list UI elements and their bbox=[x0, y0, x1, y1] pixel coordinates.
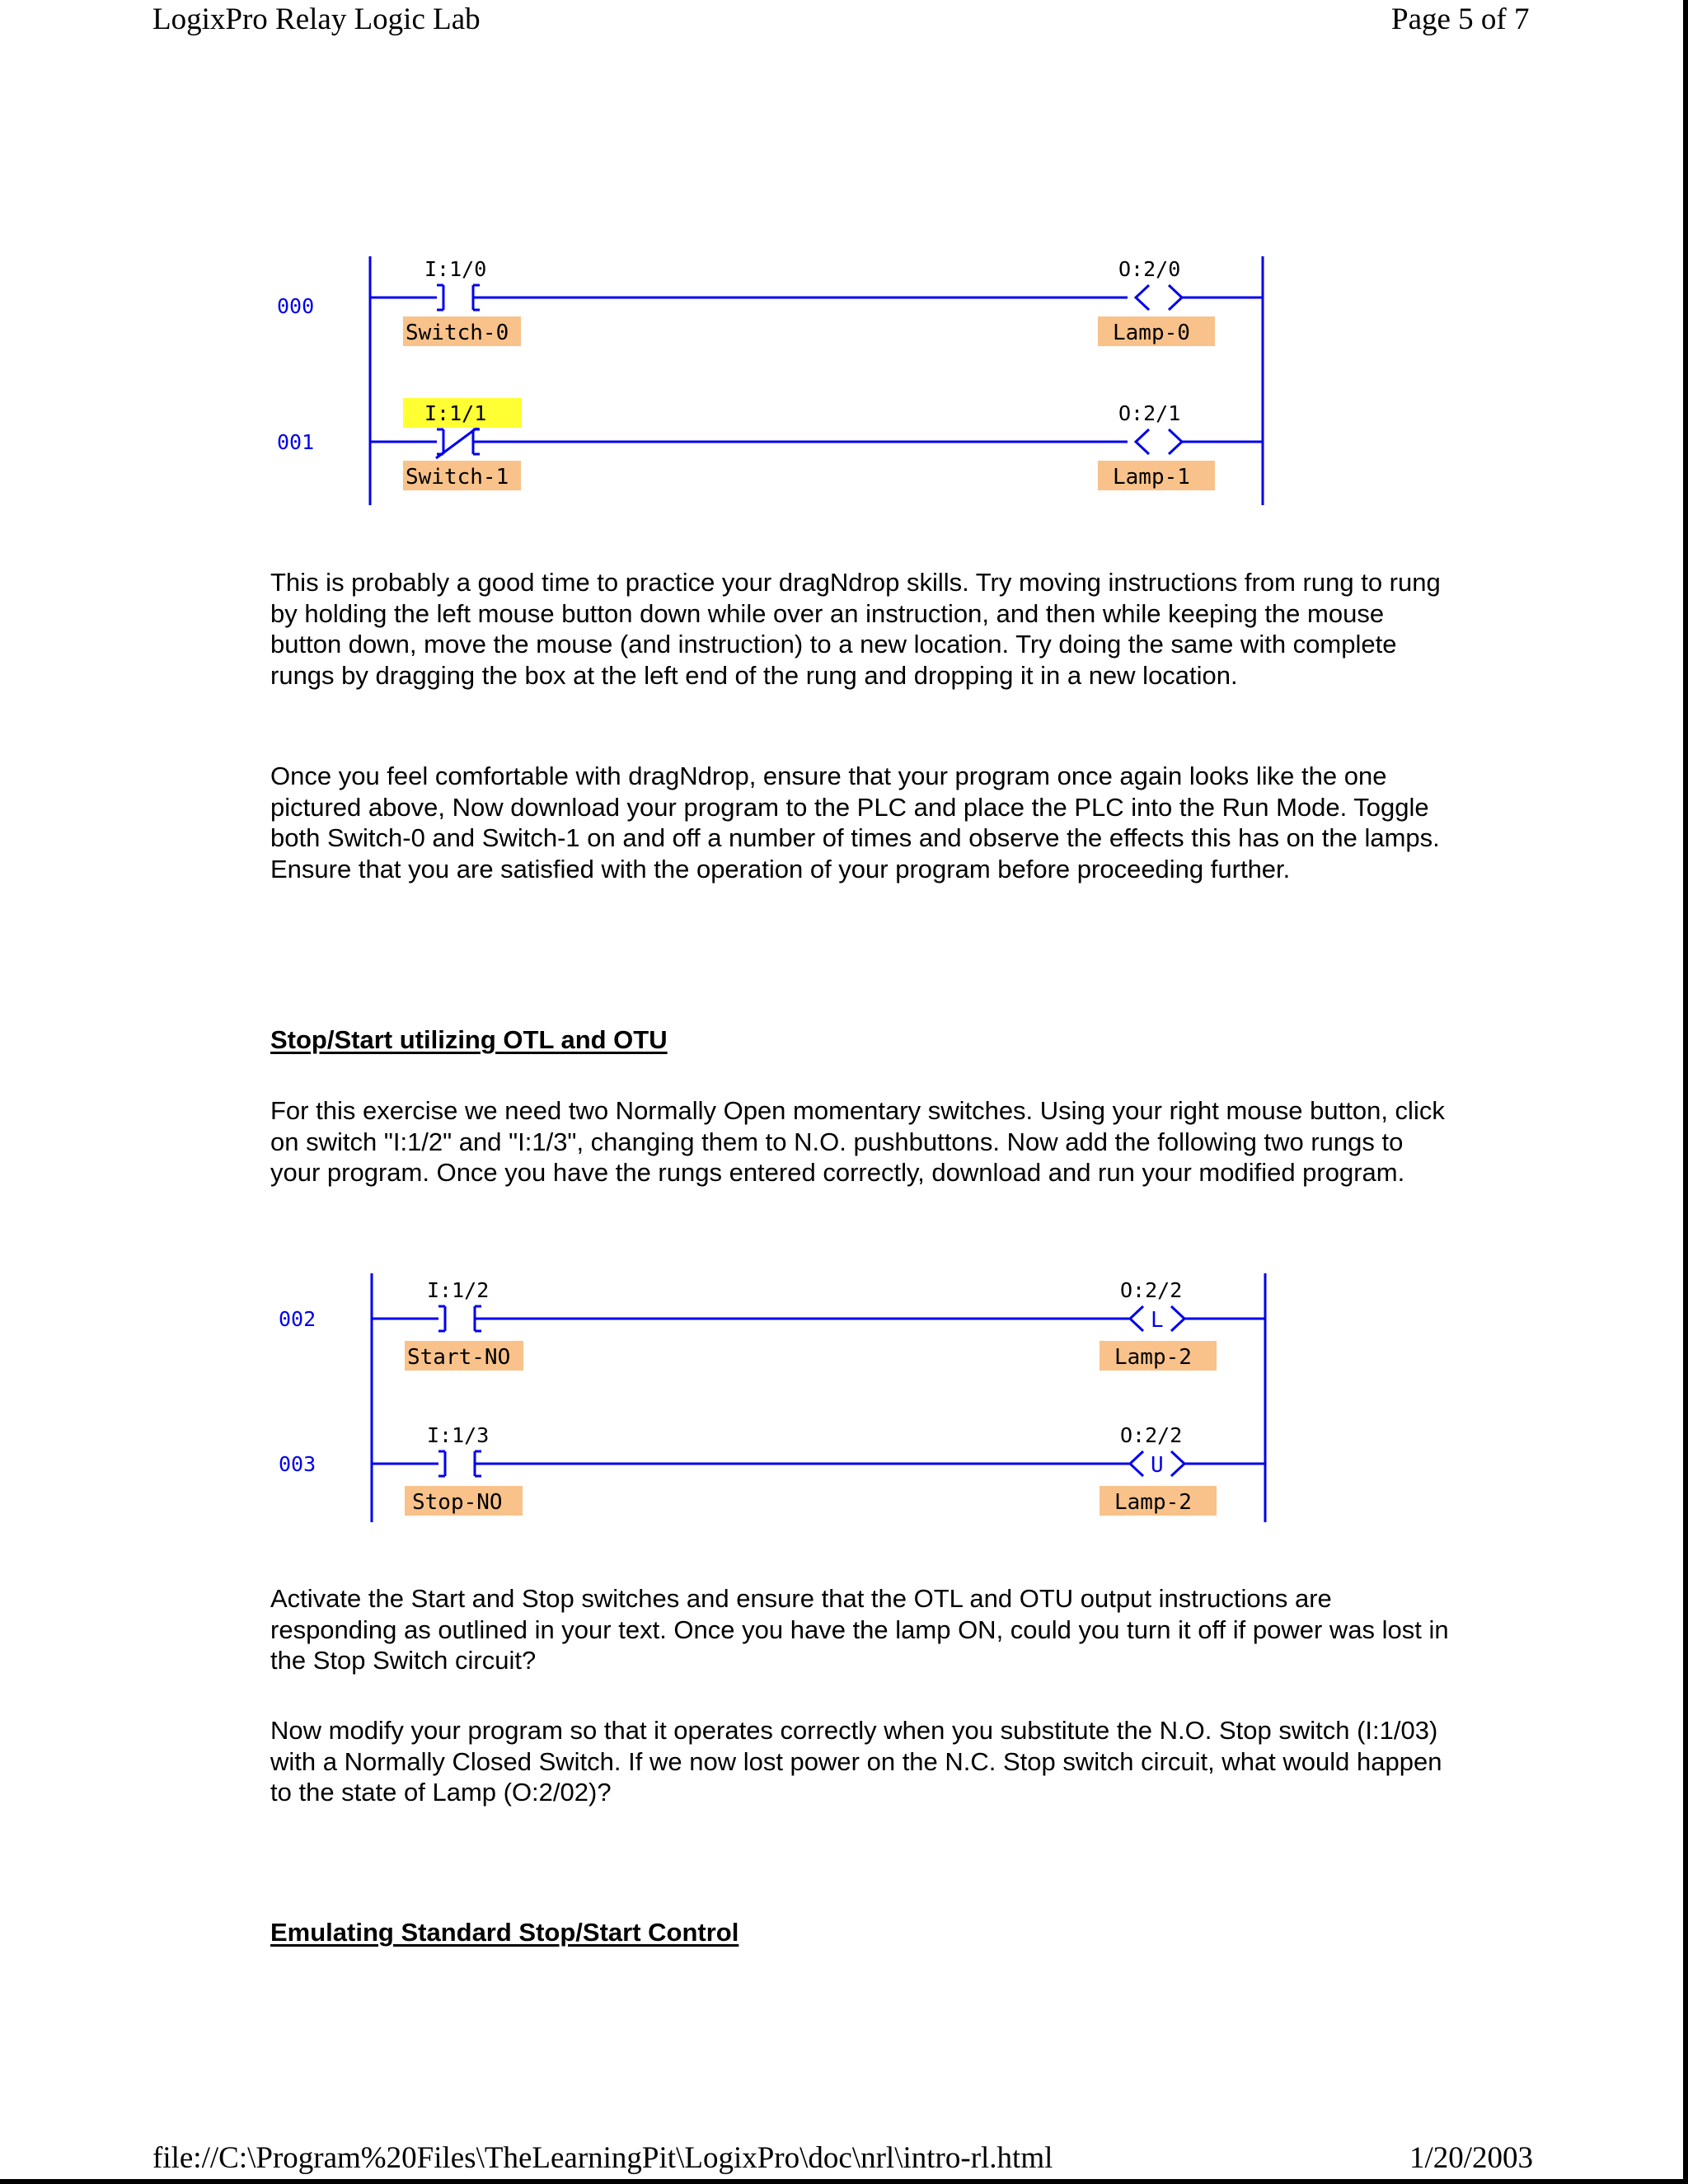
input-address: I:1/0 bbox=[424, 257, 487, 281]
output-label: Lamp-2 bbox=[1114, 1490, 1192, 1515]
input-label: Switch-0 bbox=[406, 321, 509, 345]
input-address: I:1/1 bbox=[424, 401, 487, 425]
paragraph-dragndrop: This is probably a good time to practice your dragNdrop skills. Try moving instructions from rung to rung by holding the left mouse button down while over an instruction, and then while keeping the mouse button down, move the mouse (and instruction) to a new location. Try doing the same with complete rungs by dragging the box at the left end of the rung and dropping it in a new location. bbox=[270, 568, 1441, 690]
footer-file-path: file://C:\Program%20Files\TheLearningPit\LogixPro\doc\nrl\intro-rl.html bbox=[152, 2141, 1053, 2175]
rung-003[interactable] bbox=[279, 1423, 1217, 1516]
output-address: O:2/2 bbox=[1120, 1423, 1183, 1447]
section-heading-standard-control: Emulating Standard Stop/Start Control bbox=[270, 1918, 739, 1947]
output-unlatch-letter: U bbox=[1151, 1453, 1164, 1478]
rung-number: 003 bbox=[279, 1452, 316, 1476]
output-label: Lamp-0 bbox=[1113, 321, 1190, 345]
output-latch-letter: L bbox=[1151, 1308, 1164, 1333]
output-address: O:2/2 bbox=[1120, 1278, 1183, 1302]
input-label: Start-NO bbox=[407, 1345, 511, 1370]
output-address: O:2/0 bbox=[1118, 257, 1181, 281]
output-label: Lamp-1 bbox=[1113, 465, 1190, 490]
rung-number: 002 bbox=[279, 1307, 316, 1331]
input-label: Stop-NO bbox=[412, 1490, 503, 1515]
paragraph-exercise: For this exercise we need two Normally Open momentary switches. Using your right mouse button, click on switch "I:1/2" and "I:1/3", changing them to N.O. pushbuttons. Now add the following two rungs to your program. Once you have the rungs entered correctly, download and run your modified program. bbox=[270, 1096, 1445, 1187]
output-label: Lamp-2 bbox=[1114, 1345, 1192, 1370]
input-label: Switch-1 bbox=[406, 465, 509, 490]
rung-number: 000 bbox=[277, 294, 315, 318]
paragraph-activate: Activate the Start and Stop switches and ensure that the OTL and OTU output instructions are responding as outlined in your text. Once you have the lamp ON, could you turn it off if power was lost in the Stop Switch circuit? bbox=[270, 1584, 1449, 1675]
header-page-number: Page 5 of 7 bbox=[1391, 2, 1530, 36]
rung-002[interactable] bbox=[279, 1278, 1217, 1371]
input-address: I:1/2 bbox=[427, 1278, 490, 1302]
input-address: I:1/3 bbox=[427, 1423, 490, 1447]
footer-date: 1/20/2003 bbox=[1409, 2141, 1534, 2175]
paragraph-modify: Now modify your program so that it operates correctly when you substitute the N.O. Stop switch (I:1/03) with a Normally Closed Switch. If we now lost power on the N.C. Stop switch circuit, what would happen to the state of Lamp (O:2/02)? bbox=[270, 1716, 1442, 1807]
header-title: LogixPro Relay Logic Lab bbox=[152, 2, 481, 36]
output-address: O:2/1 bbox=[1118, 401, 1181, 425]
paragraph-download: Once you feel comfortable with dragNdrop, ensure that your program once again looks like the one pictured above, Now download your program to the PLC and place the PLC into the Run Mode. Toggle both Switch-0 and Switch-1 on and off a number of times and observe the effects this has on the lamps. Ensure that you are satisfied with the operation of your program before proceeding further. bbox=[270, 762, 1440, 883]
rung-number: 001 bbox=[277, 430, 315, 454]
section-heading-otl-otu: Stop/Start utilizing OTL and OTU bbox=[270, 1025, 668, 1054]
